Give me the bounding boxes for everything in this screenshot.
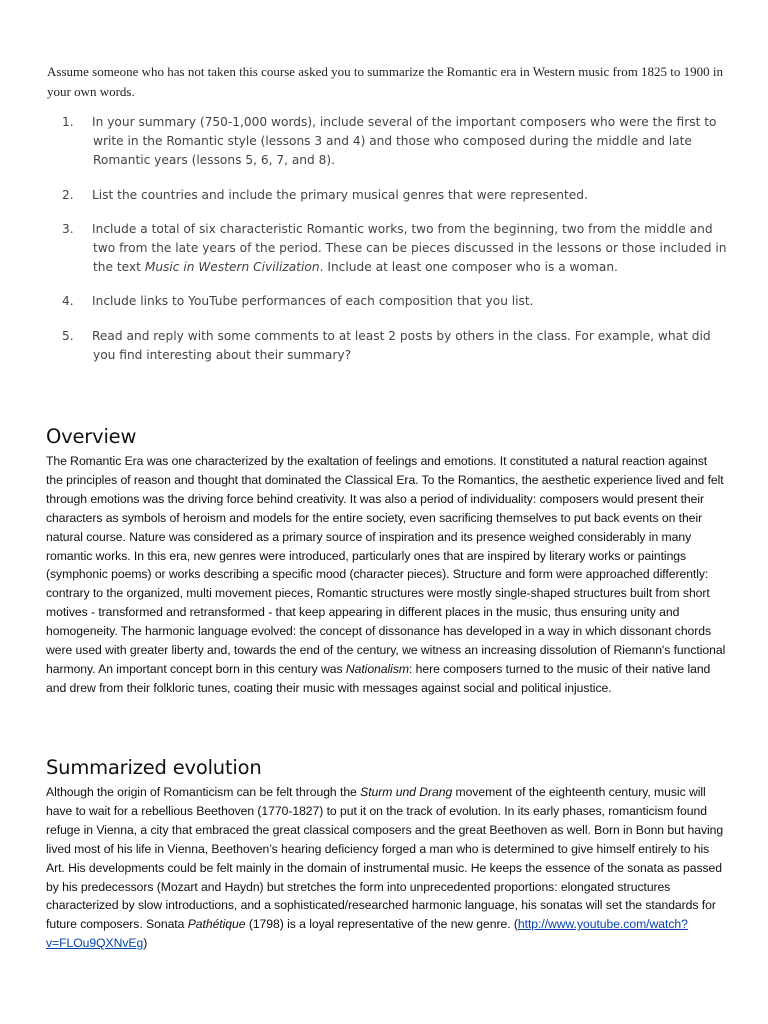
- list-number: 2.: [62, 187, 74, 202]
- evolution-paragraph: [46, 783, 726, 953]
- list-item: [62, 292, 732, 311]
- overview-paragraph: [46, 452, 726, 698]
- book-title: Music in Western Civilization: [144, 260, 320, 275]
- youtube-link[interactable]: http://www.youtube.com/watch?v=FLOu9QXNvEg: [46, 917, 688, 951]
- list-item: [62, 113, 732, 171]
- list-item-text: List the countries and include the primary musical genres that were represented.: [92, 187, 588, 202]
- emphasis-term: Sturm und Drang: [360, 785, 453, 799]
- text-run: ): [143, 936, 148, 951]
- assignment-intro: Assume someone who has not taken this course asked you to summarize the Romantic era in Western music from 1825 to 1900 in your own words.: [47, 64, 724, 99]
- text-run: : here composers turned to the music of their native land and drew from their folkloric tunes, coating their music with messages against social and political injustice.: [46, 661, 711, 695]
- list-item-text: Include links to YouTube performances of each composition that you list.: [92, 294, 534, 309]
- emphasis-term: Nationalism: [345, 661, 409, 676]
- task-list: [62, 113, 732, 380]
- work-title: Pathétique: [187, 917, 246, 932]
- list-number: 4.: [62, 294, 74, 309]
- list-item-text: [86, 220, 732, 278]
- text-run: Include a total of six characteristic Romantic works, two from the beginning, two from the middle and two from the late years of the period. These can be pieces discussed in the lessons or those included in the text: [92, 221, 727, 275]
- evolution-heading: Summarized evolution: [46, 756, 262, 779]
- list-number: 5.: [62, 328, 74, 343]
- text-run: . Include at least one composer who is a woman.: [319, 260, 618, 275]
- list-number: 1.: [62, 115, 74, 129]
- list-item-text: In your summary (750-1,000 words), include several of the important composers who were the first to write in the Romantic style (lessons 3 and 4) and those who composed during the middle and late Romantic years (lessons 5, 6, 7, and 8).: [92, 115, 717, 168]
- list-item-text: Read and reply with some comments to at least 2 posts by others in the class. For example, what did you find interesting about their summary?: [92, 328, 711, 362]
- list-item: [62, 220, 732, 278]
- text-run: movement of the eighteenth century, music will have to wait for a rebellious Beethoven (1770-1827) to put it on the track of evolution. In its early phases, romanticism found refuge in Vienna, a city that embraced the great classical composers and the great Beethoven as well. Born in Bonn but having lived most of his life in Vienna, Beethoven’s hearing deficiency forged a man who is determined to give himself entirely to his Art. His developments could be felt mainly in the domain of instrumental music. He keeps the essence of the sonata as passed by his predecessors (Mozart and Haydn) but stretches the form into unprecedented proportions: elongated structures characterized by slow introductions, and a sophisticated/researched harmonic language, his sonatas will set the standards for future composers. Sonata: [46, 785, 724, 932]
- text-run: Although the origin of Romanticism can be felt through the: [46, 785, 361, 799]
- list-item: [62, 327, 732, 365]
- text-run: The Romantic Era was one characterized by the exaltation of feelings and emotions. It constituted a natural reaction against the principles of reason and thought that dominated the Classical Era. To the Romantics, the aesthetic experience lived and felt through emotions was the driving force behind creativity. It was also a period of individuality: composers would present their characters as symbols of heroism and models for the entire society, even sacrificing themselves to put back events on their natural course. Nature was considered as a primary source of inspiration and its presence weighed considerably in many romantic works. In this era, new genres were introduced, particularly ones that are inspired by literary works or paintings (symphonic poems) or works describing a specific mood (character pieces). Structure and form were approached differently: contrary to the organized, multi movement pieces, Romantic structures were mostly single-shaped structures built from short motives - transformed and retransformed - that keep appearing in different places in the music, thus ensuring unity and homogeneity. The harmonic language evolved: the concept of dissonance has developed in a way in which dissonant chords were used with greater liberty and, towards the end of the century, we witness an increasing dissolution of Riemann's functional harmony. An important concept born in this century was: [46, 454, 726, 676]
- overview-heading: Overview: [46, 425, 137, 448]
- list-item: [62, 186, 732, 205]
- text-run: (1798) is a loyal representative of the new genre. (: [245, 917, 518, 932]
- list-number: 3.: [62, 221, 74, 236]
